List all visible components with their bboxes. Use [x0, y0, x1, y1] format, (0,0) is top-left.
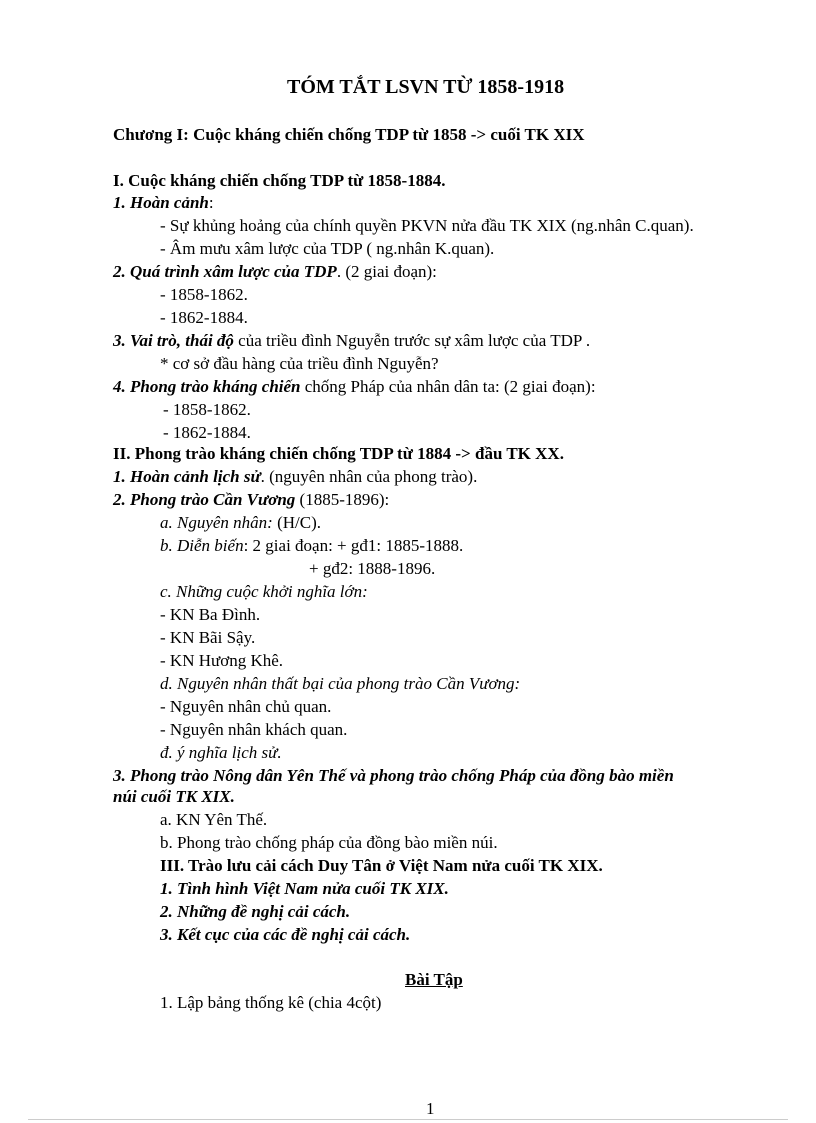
part1-s3-heading — [113, 330, 590, 352]
part1-s4-item-1: - 1858-1862. — [163, 400, 251, 419]
part2-s1-title: 1. Hoàn cảnh lịch sử — [113, 467, 261, 486]
part2-s3-item-2: b. Phong trào chống pháp của đồng bào miền núi. — [160, 833, 498, 852]
part2-s1-heading — [113, 466, 477, 488]
part1-s4-item-2: - 1862-1884. — [163, 423, 251, 442]
part3-item-3: 3. Kết cục của các đề nghị cải cách. — [160, 925, 411, 944]
part2-s2-c-item-2: - KN Bãi Sậy. — [160, 628, 256, 647]
part1-s3-title: 3. Vai trò, thái độ — [113, 331, 234, 350]
part2-s1-rest: . (nguyên nhân của phong trào). — [260, 467, 478, 486]
part2-s2-d-item-1: - Nguyên nhân chủ quan. — [160, 697, 332, 716]
part2-s2-heading — [113, 489, 389, 511]
part1-s1-title: 1. Hoàn cảnh — [113, 193, 209, 212]
part1-s2-title: 2. Quá trình xâm lược của TDP — [113, 262, 337, 281]
part1-s1-rest: : — [208, 193, 214, 212]
part2-s2-c-item-3: - KN Hương Khê. — [160, 651, 284, 670]
part2-s2-d-item-2: - Nguyên nhân khách quan. — [160, 720, 348, 739]
part3-heading: III. Trào lưu cải cách Duy Tân ở Việt Nam nửa cuối TK XIX. — [160, 856, 603, 875]
part1-s1-heading — [113, 192, 214, 214]
part2-s2-a-rest: (H/C). — [272, 513, 322, 532]
part1-s3-rest: của triều đình Nguyễn trước sự xâm lược của TDP . — [233, 331, 591, 350]
part2-s3-title-line2: núi cuối TK XIX. — [113, 787, 235, 806]
page-number: 1 — [426, 1099, 435, 1118]
part2-s2-b — [160, 535, 463, 557]
footer-divider — [28, 1119, 788, 1120]
part1-s4-heading — [113, 376, 596, 398]
part1-s2-item-2: - 1862-1884. — [160, 308, 248, 327]
part2-s2-a-label: a. Nguyên nhân: — [160, 513, 273, 532]
exercise-item-1: 1. Lập bảng thống kê (chia 4cột) — [160, 993, 382, 1012]
part2-s2-b-cont: + gđ2: 1888-1896. — [309, 559, 436, 578]
part1-s4-rest: chống Pháp của nhân dân ta: (2 giai đoạn): — [300, 377, 596, 396]
part1-heading: I. Cuộc kháng chiến chống TDP từ 1858-1884. — [113, 171, 446, 190]
part2-s2-title: 2. Phong trào Cần Vương — [113, 490, 296, 509]
chapter-heading: Chương I: Cuộc kháng chiến chống TDP từ 1858 -> cuối TK XIX — [113, 125, 585, 144]
part1-s1-item-2: - Âm mưu xâm lược của TDP ( ng.nhân K.quan). — [160, 239, 495, 258]
part1-s1-item-1: - Sự khủng hoảng của chính quyền PKVN nửa đầu TK XIX (ng.nhân C.quan). — [160, 216, 694, 235]
part2-s2-c-label: c. Những cuộc khởi nghĩa lớn: — [160, 582, 368, 601]
part2-s2-e-label: đ. ý nghĩa lịch sử. — [160, 743, 282, 762]
part3-item-1: 1. Tình hình Việt Nam nửa cuối TK XIX. — [160, 879, 449, 898]
part1-s2-item-1: - 1858-1862. — [160, 285, 248, 304]
part1-s4-title: 4. Phong trào kháng chiến — [113, 377, 301, 396]
part2-s3-item-1: a. KN Yên Thế. — [160, 810, 268, 829]
part2-s2-rest: (1885-1896): — [295, 490, 390, 509]
part2-s2-c-item-1: - KN Ba Đình. — [160, 605, 261, 624]
part3-item-2: 2. Những đề nghị cải cách. — [160, 902, 351, 921]
part2-s2-a — [160, 512, 321, 534]
exercise-heading: Bài Tập — [405, 970, 463, 989]
part2-heading: II. Phong trào kháng chiến chống TDP từ 1884 -> đầu TK XX. — [113, 444, 564, 463]
part1-s3-note: * cơ sở đầu hàng của triều đình Nguyễn? — [160, 354, 439, 373]
part2-s2-b-rest: : 2 giai đoạn: + gđ1: 1885-1888. — [243, 536, 464, 555]
part2-s3-title-line1: 3. Phong trào Nông dân Yên Thế và phong trào chống Pháp của đồng bào miền — [113, 766, 674, 785]
part1-s2-rest: . (2 giai đoạn): — [336, 262, 437, 281]
part2-s2-d-label: d. Nguyên nhân thất bại của phong trào Cần Vương: — [160, 674, 521, 693]
part1-s2-heading — [113, 261, 437, 283]
page-title: TÓM TẮT LSVN TỪ 1858-1918 — [287, 76, 565, 98]
part2-s2-b-label: b. Diễn biến — [160, 536, 244, 555]
